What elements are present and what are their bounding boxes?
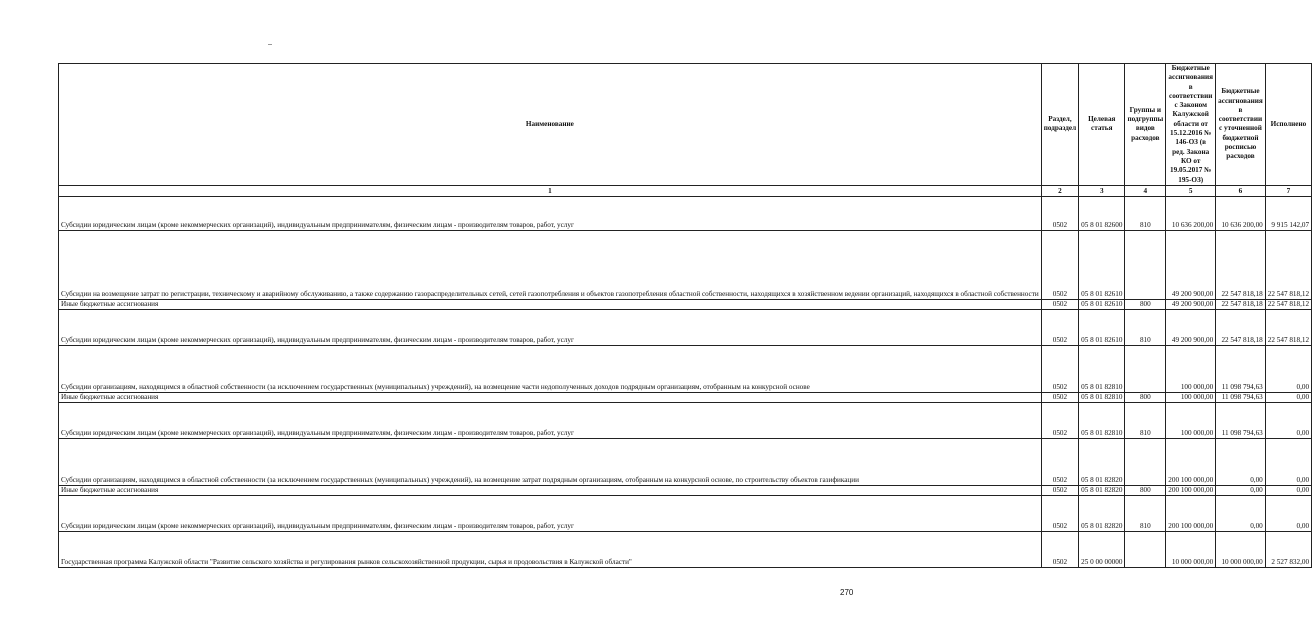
row-section: 0502 — [1041, 196, 1078, 230]
row-law: 200 100 000,00 — [1166, 485, 1216, 495]
header-groups: Группы и подгруппы видов расходов — [1125, 64, 1166, 186]
row-name: Иные бюджетные ассигнования — [59, 485, 1042, 495]
row-name: Субсидии организациям, находящимся в областной собственности (за исключением государственных (муниципальных) учреждений), на возмещение затрат подрядным организациям, отобранным на конкурсной основе, по строительству объектов газификации — [59, 438, 1042, 485]
row-name: Субсидии юридическим лицам (кроме некоммерческих организаций), индивидуальным предпринимателям, физическим лицам - производителям товаров, работ, услуг — [59, 402, 1042, 438]
row-name: Субсидии юридическим лицам (кроме некоммерческих организаций), индивидуальным предпринимателям, физическим лицам - производителям товаров, работ, услуг — [59, 495, 1042, 531]
row-group: 810 — [1125, 402, 1166, 438]
header-executed: Исполнено — [1265, 64, 1311, 186]
table-row — [59, 309, 1312, 345]
row-target: 05 8 01 82810 — [1079, 392, 1125, 402]
row-executed: 2 527 832,00 — [1265, 531, 1311, 567]
row-group — [1125, 345, 1166, 392]
row-law: 200 100 000,00 — [1166, 495, 1216, 531]
budget-table — [58, 63, 1312, 568]
row-refined: 10 636 200,00 — [1216, 196, 1266, 230]
row-section: 0502 — [1041, 402, 1078, 438]
row-target: 05 8 01 82820 — [1079, 438, 1125, 485]
header-target: Целевая статья — [1079, 64, 1125, 186]
column-number-row — [59, 185, 1312, 196]
row-executed: 22 547 818,12 — [1265, 309, 1311, 345]
row-group: 810 — [1125, 196, 1166, 230]
row-section: 0502 — [1041, 485, 1078, 495]
row-name: Субсидии юридическим лицам (кроме некоммерческих организаций), индивидуальным предпринимателям, физическим лицам - производителям товаров, работ, услуг — [59, 196, 1042, 230]
row-law: 100 000,00 — [1166, 392, 1216, 402]
row-refined: 0,00 — [1216, 438, 1266, 485]
row-refined: 11 098 794,63 — [1216, 402, 1266, 438]
row-refined: 10 000 000,00 — [1216, 531, 1266, 567]
row-refined: 11 098 794,63 — [1216, 392, 1266, 402]
header-section: Раздел, подраздел — [1041, 64, 1078, 186]
row-target: 05 8 01 82610 — [1079, 230, 1125, 299]
row-name: Субсидии организациям, находящимся в областной собственности (за исключением государственных (муниципальных) учреждений), на возмещение части недополученных доходов подрядным организациям, отобранным на конкурсной основе — [59, 345, 1042, 392]
table-row — [59, 531, 1312, 567]
row-group: 800 — [1125, 392, 1166, 402]
row-refined: 22 547 818,18 — [1216, 230, 1266, 299]
row-refined: 0,00 — [1216, 485, 1266, 495]
row-group: 810 — [1125, 495, 1166, 531]
scan-mark — [268, 44, 272, 45]
header-name: Наименование — [59, 64, 1042, 186]
col-number: 7 — [1265, 185, 1311, 196]
row-executed: 0,00 — [1265, 402, 1311, 438]
row-law: 10 636 200,00 — [1166, 196, 1216, 230]
table-row — [59, 485, 1312, 495]
row-section: 0502 — [1041, 230, 1078, 299]
row-law: 49 200 900,00 — [1166, 230, 1216, 299]
table-row — [59, 196, 1312, 230]
header-row — [59, 64, 1312, 186]
row-section: 0502 — [1041, 392, 1078, 402]
row-name: Субсидии юридическим лицам (кроме некоммерческих организаций), индивидуальным предпринимателям, физическим лицам - производителям товаров, работ, услуг — [59, 309, 1042, 345]
row-section: 0502 — [1041, 531, 1078, 567]
table-row — [59, 438, 1312, 485]
row-target: 05 8 01 82610 — [1079, 299, 1125, 309]
table-row — [59, 402, 1312, 438]
row-name: Субсидии на возмещение затрат по регистрации, техническому и аварийному обслуживанию, а также содержанию газораспределительных сетей, сетей газопотребления и объектов газопотребления областной собственности, находящихся в хозяйственном ведении организаций, находящихся в областной собственности — [59, 230, 1042, 299]
row-group: 810 — [1125, 309, 1166, 345]
row-law: 49 200 900,00 — [1166, 309, 1216, 345]
row-section: 0502 — [1041, 309, 1078, 345]
col-number: 1 — [59, 185, 1042, 196]
row-executed: 0,00 — [1265, 485, 1311, 495]
row-target: 05 8 01 82820 — [1079, 485, 1125, 495]
row-law: 10 000 000,00 — [1166, 531, 1216, 567]
header-refined: Бюджетные ассигнования в соответствии с уточненной бюджетной росписью расходов — [1216, 64, 1266, 186]
table-row — [59, 495, 1312, 531]
row-group: 800 — [1125, 299, 1166, 309]
row-executed: 9 915 142,07 — [1265, 196, 1311, 230]
row-executed: 22 547 818,12 — [1265, 299, 1311, 309]
row-target: 05 8 01 82600 — [1079, 196, 1125, 230]
row-target: 05 8 01 82820 — [1079, 495, 1125, 531]
col-number: 6 — [1216, 185, 1266, 196]
row-group — [1125, 230, 1166, 299]
row-group: 800 — [1125, 485, 1166, 495]
row-section: 0502 — [1041, 345, 1078, 392]
table-row — [59, 230, 1312, 299]
col-number: 2 — [1041, 185, 1078, 196]
row-target: 25 0 00 00000 — [1079, 531, 1125, 567]
row-group — [1125, 438, 1166, 485]
row-section: 0502 — [1041, 299, 1078, 309]
col-number: 5 — [1166, 185, 1216, 196]
col-number: 4 — [1125, 185, 1166, 196]
row-target: 05 8 01 82610 — [1079, 309, 1125, 345]
row-section: 0502 — [1041, 495, 1078, 531]
table-row — [59, 392, 1312, 402]
row-target: 05 8 01 82810 — [1079, 345, 1125, 392]
row-executed: 0,00 — [1265, 495, 1311, 531]
row-law: 49 200 900,00 — [1166, 299, 1216, 309]
row-group — [1125, 531, 1166, 567]
row-name: Иные бюджетные ассигнования — [59, 392, 1042, 402]
row-name: Иные бюджетные ассигнования — [59, 299, 1042, 309]
row-executed: 22 547 818,12 — [1265, 230, 1311, 299]
row-law: 200 100 000,00 — [1166, 438, 1216, 485]
table-row — [59, 299, 1312, 309]
page-number: 270 — [840, 588, 854, 597]
row-section: 0502 — [1041, 438, 1078, 485]
row-law: 100 000,00 — [1166, 402, 1216, 438]
col-number: 3 — [1079, 185, 1125, 196]
row-refined: 11 098 794,63 — [1216, 345, 1266, 392]
row-refined: 22 547 818,18 — [1216, 309, 1266, 345]
row-executed: 0,00 — [1265, 438, 1311, 485]
row-target: 05 8 01 82810 — [1079, 402, 1125, 438]
row-refined: 0,00 — [1216, 495, 1266, 531]
row-executed: 0,00 — [1265, 392, 1311, 402]
header-law: Бюджетные ассигнования в соответствии с Законом Калужской области от 15.12.2016 № 146-ОЗ (в ред. Закона КО от 19.05.2017 № 195-ОЗ) — [1166, 64, 1216, 186]
row-refined: 22 547 818,18 — [1216, 299, 1266, 309]
row-name: Государственная программа Калужской области "Развитие сельского хозяйства и регулирования рынков сельскохозяйственной продукции, сырья и продовольствия в Калужской области" — [59, 531, 1042, 567]
row-executed: 0,00 — [1265, 345, 1311, 392]
row-law: 100 000,00 — [1166, 345, 1216, 392]
table-row — [59, 345, 1312, 392]
